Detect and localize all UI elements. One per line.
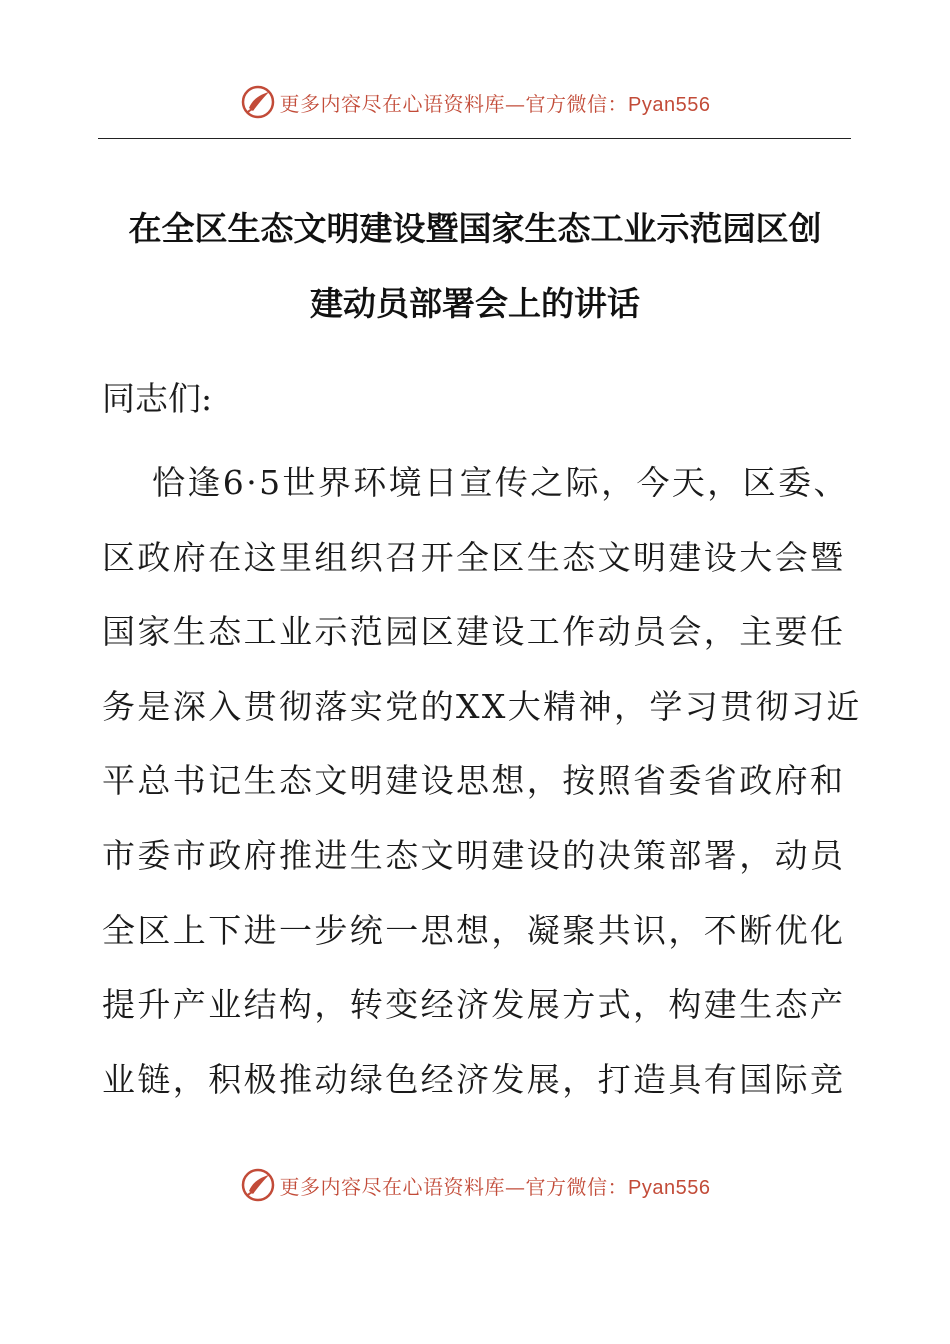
document-title-line-2: 建动员部署会上的讲话 <box>310 284 640 323</box>
brush-logo-icon <box>240 1167 276 1203</box>
salutation: 同志们: <box>102 379 213 418</box>
watermark-text: 更多内容尽在心语资料库—官方微信：Pyan556 <box>279 1174 711 1199</box>
body-paragraph <box>102 446 862 1117</box>
paragraph-line: 务是深入贯彻落实党的XX大精神，学习贯彻习近 <box>102 686 862 726</box>
paragraph-line: 区政府在这里组织召开全区生态文明建设大会暨 <box>102 537 846 577</box>
header-divider <box>98 138 851 139</box>
paragraph-line: 业链，积极推动绿色经济发展，打造具有国际竞 <box>102 1059 846 1099</box>
watermark-text: 更多内容尽在心语资料库—官方微信：Pyan556 <box>279 91 711 116</box>
watermark-brand: Pyan556 <box>628 1176 711 1199</box>
paragraph-line: 提升产业结构，转变经济发展方式，构建生态产 <box>102 985 846 1025</box>
paragraph-line: 市委市政府推进生态文明建设的决策部署，动员 <box>102 835 846 875</box>
brush-logo-icon <box>240 84 276 120</box>
watermark-footer <box>0 1163 950 1207</box>
paragraph-line: 全区上下进一步统一思想，凝聚共识，不断优化 <box>102 910 846 950</box>
paragraph-line: 平总书记生态文明建设思想，按照省委省政府和 <box>102 761 846 801</box>
watermark-brand: Pyan556 <box>628 93 711 116</box>
paragraph-line: 国家生态工业示范园区建设工作动员会，主要任 <box>102 612 846 652</box>
paragraph-line: 恰逢6·5世界环境日宣传之际，今天，区委、 <box>152 463 849 502</box>
watermark-header <box>0 80 950 124</box>
document-title-line-1: 在全区生态文明建设暨国家生态工业示范园区创 <box>128 209 822 248</box>
